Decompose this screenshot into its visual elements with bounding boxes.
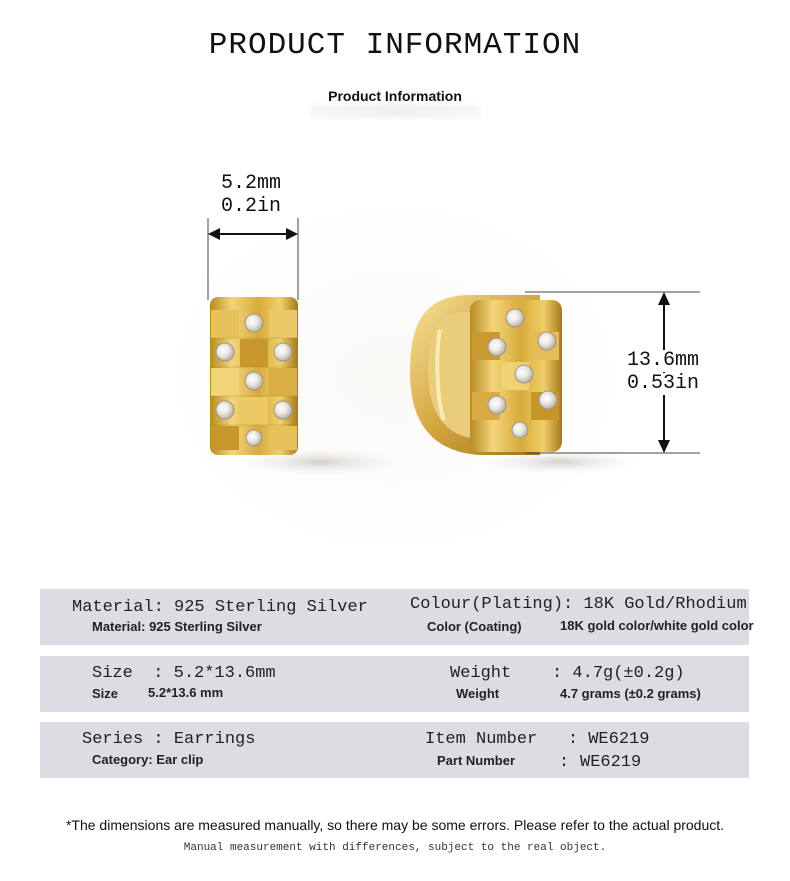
size-sub-label: Size <box>92 686 119 701</box>
height-in-label: 0.53in <box>627 372 700 395</box>
page-title: PRODUCT INFORMATION <box>208 28 582 63</box>
colour-label: Colour(Plating): 18K Gold/Rhodium <box>410 595 747 614</box>
page-subtitle: Product Information <box>328 88 462 104</box>
width-arrow-right <box>286 228 298 240</box>
category-sub-label: Category: Ear clip <box>92 752 204 767</box>
height-mm-label: 13.6mm <box>627 349 700 372</box>
material-label: Material: 925 Sterling Silver <box>72 598 368 617</box>
width-arrow-left <box>208 228 220 240</box>
part-number-sub-label: Part Number <box>437 753 516 768</box>
part-number-value: WE6219 <box>580 753 642 772</box>
width-in-label: 0.2in <box>221 195 282 218</box>
disclaimer-note: *The dimensions are measured manually, so there may be some errors. Please refer to the actual product. <box>65 817 725 833</box>
right-earring <box>410 295 562 455</box>
weight-label: Weight : 4.7g(±0.2g) <box>450 664 685 683</box>
width-mm-label: 5.2mm <box>221 172 282 195</box>
color-sub-label: Color (Coating) <box>427 619 522 634</box>
disclaimer-note-small: Manual measurement with differences, subject to the real object. <box>183 842 607 854</box>
part-number-colon: : <box>559 753 570 772</box>
spec-row-series <box>40 722 749 778</box>
material-sub-label: Material: 925 Sterling Silver <box>92 619 262 634</box>
size-label: Size : 5.2*13.6mm <box>92 664 276 683</box>
weight-sub-value: 4.7 grams (±0.2 grams) <box>560 686 701 701</box>
color-sub-value: 18K gold color/white gold color <box>560 618 754 633</box>
weight-sub-label: Weight <box>456 686 500 701</box>
size-sub-value: 5.2*13.6 mm <box>148 685 224 700</box>
spec-row-material <box>40 589 754 645</box>
item-number-label: Item Number : WE6219 <box>425 730 650 749</box>
left-earring <box>210 297 298 455</box>
series-label: Series : Earrings <box>82 730 256 749</box>
height-arrow-top <box>658 292 670 305</box>
spec-row-size <box>40 656 749 712</box>
height-arrow-bottom <box>658 440 670 453</box>
